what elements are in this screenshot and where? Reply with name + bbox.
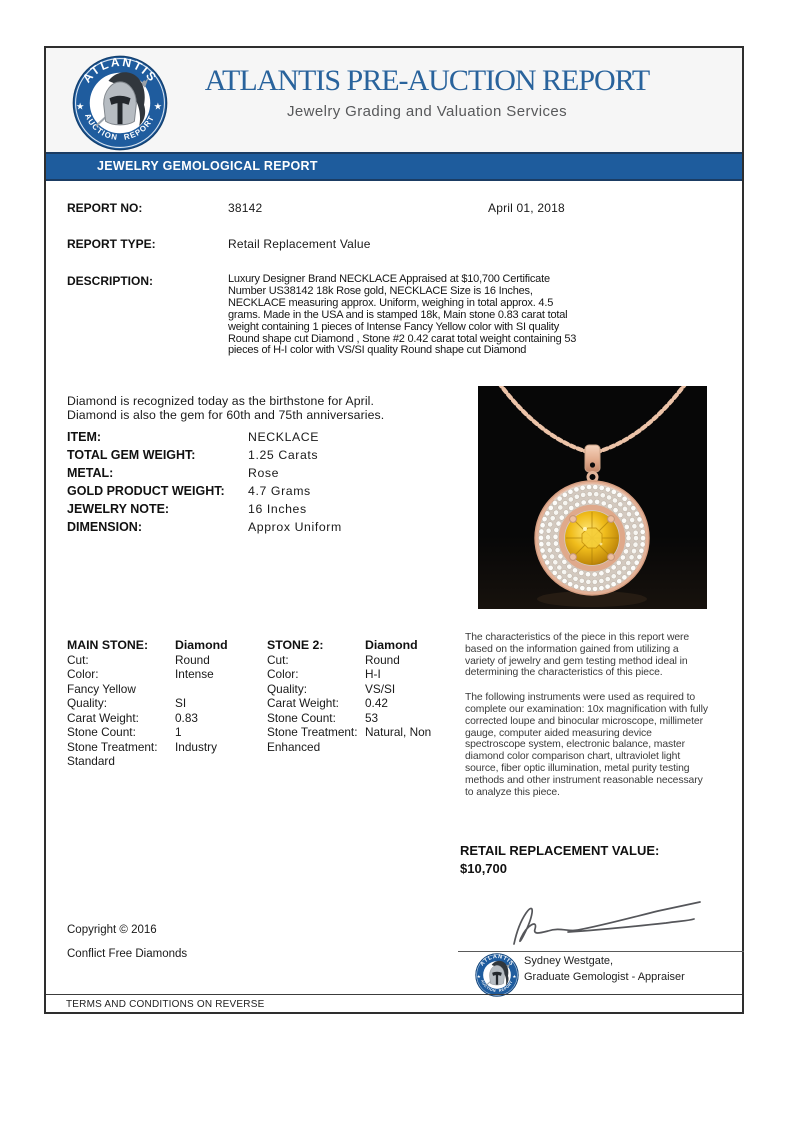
field-label: JEWELRY NOTE: [67, 502, 170, 516]
stone-attr-value: 0.42 [365, 696, 388, 710]
field-label: GOLD PRODUCT WEIGHT: [67, 484, 225, 498]
signer-name: Sydney Westgate, [524, 955, 614, 967]
main-stone-type: Diamond [175, 638, 228, 652]
stone-attr-label: Carat Weight: [267, 696, 339, 710]
signature-icon [506, 898, 706, 952]
field-value: NECKLACE [248, 430, 320, 444]
field-label: ITEM: [67, 430, 102, 444]
stone-attr-value: 1 [175, 725, 182, 739]
section-banner [46, 152, 742, 181]
document-frame [44, 46, 744, 1014]
copyright-text: Copyright © 2016 [67, 924, 157, 936]
stone2-section [267, 638, 455, 754]
item-field-row [67, 466, 467, 484]
report-type-value: Retail Replacement Value [228, 237, 371, 251]
report-no-value: 38142 [228, 201, 263, 215]
signer-title: Graduate Gemologist - Appraiser [524, 971, 685, 983]
stone-attr-label: Quality: [267, 681, 307, 696]
banner-label: JEWELRY GEMOLOGICAL REPORT [97, 159, 318, 173]
field-value: Rose [248, 466, 280, 480]
stone-attr-value: Round [175, 652, 210, 667]
appraiser-logo [475, 953, 519, 997]
stone-row [267, 682, 455, 697]
main-stone-heading: MAIN STONE: [67, 638, 149, 652]
item-field-row [67, 448, 467, 466]
stone-row [67, 696, 245, 711]
field-value: Approx Uniform [248, 520, 342, 534]
report-header [46, 48, 742, 152]
field-label: TOTAL GEM WEIGHT: [67, 448, 196, 462]
methodology-section [465, 632, 710, 811]
report-title: ATLANTIS PRE-AUCTION REPORT [204, 64, 650, 97]
stone-attr-value: Industry Standard [67, 739, 217, 768]
retail-value-label: RETAIL REPLACEMENT VALUE: [460, 843, 660, 858]
pendant-bail [585, 445, 600, 472]
description-paragraph: Luxury Designer Brand NECKLACE Appraised at $10,700 Certificate Number US38142 18k Rose gold, NECKLACE Size is 16 Inches, NECKLACE measuring approx. Uniform, weighing in total approx. 4.5 grams. Made in the USA and is stamped 18k, Main stone 0.83 carat total weight containing 1 pieces of Intense Fancy Yellow color with SI quality Round shape cut Diamond , Stone #2 0.42 carat total weight containing 53 pieces of H-I color with VS/SI quality Round shape cut Diamond [228, 273, 577, 357]
report-date: April 01, 2018 [488, 201, 565, 215]
stone-row [267, 711, 455, 726]
stone-row [267, 653, 455, 668]
stone-attr-label: Stone Treatment: [267, 725, 358, 739]
main-stone-heading-row [67, 638, 245, 653]
stone-row [67, 740, 245, 769]
atlantis-logo [72, 55, 168, 151]
field-value: 16 Inches [248, 502, 307, 516]
jewelry-photo [478, 386, 707, 609]
terms-text: TERMS AND CONDITIONS ON REVERSE [66, 999, 265, 1010]
stone-attr-label: Stone Count: [267, 710, 336, 725]
stone-attr-value: Intense Fancy Yellow [67, 667, 214, 696]
signature-line [458, 951, 744, 952]
stone-attr-value: Round [365, 652, 400, 667]
retail-value-amount: $10,700 [460, 861, 507, 876]
stone2-heading-row [267, 638, 455, 653]
stone-row [267, 696, 455, 711]
methodology-paragraph-2: The following instruments were used as required to complete our examination: 10x magnification with fully corrected loupe and binocular microscope, millimeter gauge, computer aided measuring device spectroscope system, electronic balance, master diamond color comparison chart, ultraviolet light source, fiber optic illumination, metal purity testing methods and other instrument reasonable necessary to analyze this piece. [465, 692, 708, 798]
stone-attr-label: Color: [267, 667, 299, 681]
report-no-label: REPORT NO: [67, 201, 143, 215]
stone-attr-label: Carat Weight: [67, 710, 139, 725]
item-field-row [67, 520, 467, 538]
stone-attr-value: SI [175, 696, 187, 710]
stone-attr-label: Cut: [67, 652, 89, 667]
stone-row [267, 725, 455, 754]
report-no-row [67, 201, 727, 217]
stone-attr-value: VS/SI [365, 681, 396, 696]
necklace-image [478, 386, 707, 609]
stone-attr-label: Quality: [67, 696, 107, 710]
field-value: 1.25 Carats [248, 448, 319, 462]
stone-row [67, 711, 245, 726]
terms-divider [46, 994, 742, 995]
stone-attr-label: Cut: [267, 652, 289, 667]
report-subtitle: Jewelry Grading and Valuation Services [286, 103, 568, 120]
stone-row [267, 667, 455, 682]
stone2-heading: STONE 2: [267, 638, 324, 652]
stone-attr-value: H-I [365, 667, 381, 681]
stone-attr-label: Stone Count: [67, 725, 136, 739]
birthstone-line-2: Diamond is also the gem for 60th and 75th anniversaries. [67, 407, 385, 422]
field-label: METAL: [67, 466, 114, 480]
birthstone-line-1: Diamond is recognized today as the birthstone for April. [67, 394, 375, 408]
stone2-type: Diamond [365, 638, 418, 652]
stone-attr-value: 53 [365, 710, 379, 725]
item-field-row [67, 502, 467, 520]
item-field-row [67, 484, 467, 502]
stone-attr-label: Color: [67, 667, 99, 681]
description-label: DESCRIPTION: [67, 274, 154, 288]
item-field-row [67, 430, 467, 448]
methodology-paragraph-1: The characteristics of the piece in this report were based on the information gained from utilizing a variety of jewelry and gem testing method ideal in determining the characteristics of this piece. [465, 632, 690, 679]
stone-attr-value: Natural, Non Enhanced [267, 725, 432, 754]
stone-attr-label: Stone Treatment: [67, 739, 158, 754]
stone-row [67, 667, 245, 696]
valuation-section [460, 843, 659, 876]
main-stone-section [67, 638, 245, 769]
pendant [535, 481, 649, 595]
field-label: DIMENSION: [67, 520, 142, 534]
report-type-row [67, 237, 727, 253]
birthstone-note [67, 395, 384, 422]
field-value: 4.7 Grams [248, 484, 311, 498]
stone-row [67, 725, 245, 740]
report-type-label: REPORT TYPE: [67, 237, 156, 251]
item-fields [67, 430, 467, 538]
conflict-free-text: Conflict Free Diamonds [67, 948, 188, 960]
stone-attr-value: 0.83 [175, 710, 198, 725]
stone-row [67, 653, 245, 668]
title-block [192, 62, 662, 122]
